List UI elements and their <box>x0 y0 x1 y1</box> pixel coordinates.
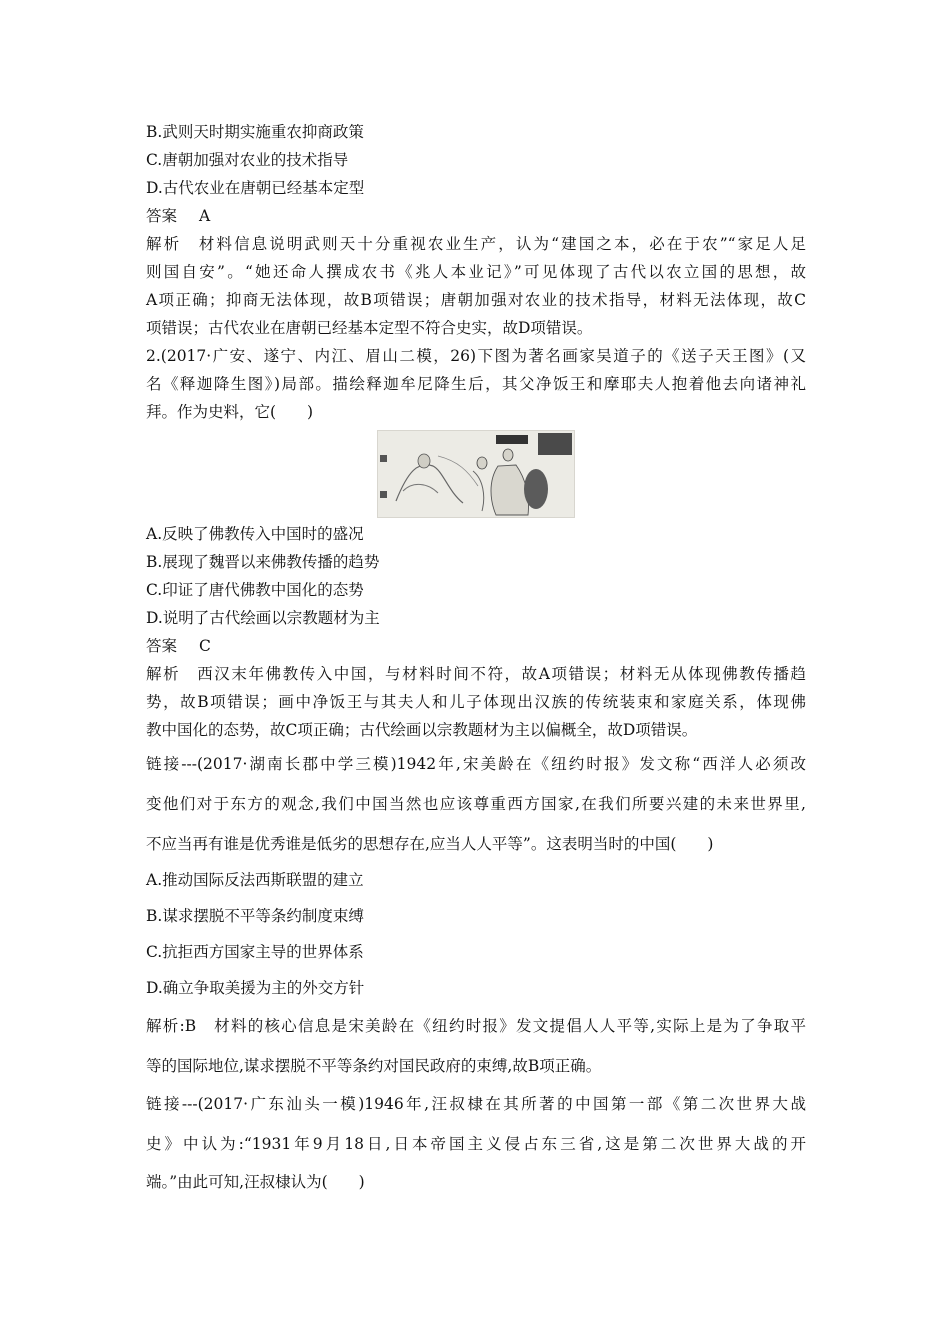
answer-value: C <box>199 637 211 655</box>
q2-option-b: B.展现了魏晋以来佛教传播的趋势 <box>146 553 380 571</box>
q2-option-a: A.反映了佛教传入中国时的盛况 <box>146 525 364 543</box>
answer-value: A <box>199 207 211 225</box>
link1-option-a: A.推动国际反法西斯联盟的建立 <box>146 871 364 889</box>
link1-option-b: B.谋求摆脱不平等条约制度束缚 <box>146 907 364 925</box>
link2-stem-line-3: 端。”由此可知,汪叔棣认为( ) <box>146 1173 365 1191</box>
q1-option-d: D.古代农业在唐朝已经基本定型 <box>146 179 365 197</box>
q1-option-c: C.唐朝加强对农业的技术指导 <box>146 151 349 169</box>
q2-stem-line-3: 拜。作为史料，它( ) <box>146 403 314 421</box>
link2-stem-line-2: 史》中认为:“1931年9月18日,日本帝国主义侵占东三省,这是第二次世界大战的开 <box>146 1135 806 1153</box>
painting-illustration <box>378 431 574 517</box>
q2-analysis-line-3: 教中国化的态势，故C项正确；古代绘画以宗教题材为主以偏概全，故D项错误。 <box>146 721 698 739</box>
q2-stem-line-1: 2.(2017·广安、遂宁、内江、眉山二模，26)下图为著名画家吴道子的《送子天王图》(又 <box>146 347 806 365</box>
link1-analysis-line-1: 解析:B 材料的核心信息是宋美龄在《纽约时报》发文提倡人人平等,实际上是为了争取平 <box>146 1017 806 1035</box>
q2-option-c: C.印证了唐代佛教中国化的态势 <box>146 581 364 599</box>
q1-answer <box>146 206 210 226</box>
q1-option-b: B.武则天时期实施重农抑商政策 <box>146 123 364 141</box>
link1-stem-line-3: 不应当再有谁是优秀谁是低劣的思想存在,应当人人平等”。这表明当时的中国( ) <box>146 835 714 853</box>
answer-label: 答案 <box>146 207 178 225</box>
answer-label: 答案 <box>146 637 178 655</box>
link1-analysis-line-2: 等的国际地位,谋求摆脱不平等条约对国民政府的束缚,故B项正确。 <box>146 1057 602 1075</box>
q1-analysis-line-3: A项正确；抑商无法体现，故B项错误；唐朝加强对农业的技术指导，材料无法体现，故C <box>146 291 806 309</box>
q1-analysis-line-1: 解析 材料信息说明武则天十分重视农业生产，认为“建国之本，必在于农”“家足人足 <box>146 235 806 253</box>
q2-stem-line-2: 名《释迦降生图》)局部。描绘释迦牟尼降生后，其父净饭王和摩耶夫人抱着他去向诸神礼 <box>146 375 806 393</box>
q1-analysis-line-2: 则国自安”。“她还命人撰成农书《兆人本业记》”可见体现了古代以农立国的思想，故 <box>146 263 806 281</box>
link1-stem-line-1: 链接---(2017·湖南长郡中学三模)1942年,宋美龄在《纽约时报》发文称“西洋人必须改 <box>146 755 806 773</box>
link1-option-d: D.确立争取美援为主的外交方针 <box>146 979 365 997</box>
q1-analysis-line-4: 项错误；古代农业在唐朝已经基本定型不符合史实，故D项错误。 <box>146 319 593 337</box>
q2-option-d: D.说明了古代绘画以宗教题材为主 <box>146 609 380 627</box>
link1-option-c: C.抗拒西方国家主导的世界体系 <box>146 943 364 961</box>
link1-stem-line-2: 变他们对于东方的观念,我们中国当然也应该尊重西方国家,在我们所要兴建的未来世界里, <box>146 795 806 813</box>
q2-analysis-line-1: 解析 西汉末年佛教传入中国，与材料时间不符，故A项错误；材料无从体现佛教传播趋 <box>146 665 806 683</box>
q2-answer <box>146 636 211 656</box>
q2-analysis-line-2: 势，故B项错误；画中净饭王与其夫人和儿子体现出汉族的传统装束和家庭关系，体现佛 <box>146 693 806 711</box>
painting-image <box>377 430 575 518</box>
link2-stem-line-1: 链接---(2017·广东汕头一模)1946年,汪叔棣在其所著的中国第一部《第二次世界大战 <box>146 1095 806 1113</box>
